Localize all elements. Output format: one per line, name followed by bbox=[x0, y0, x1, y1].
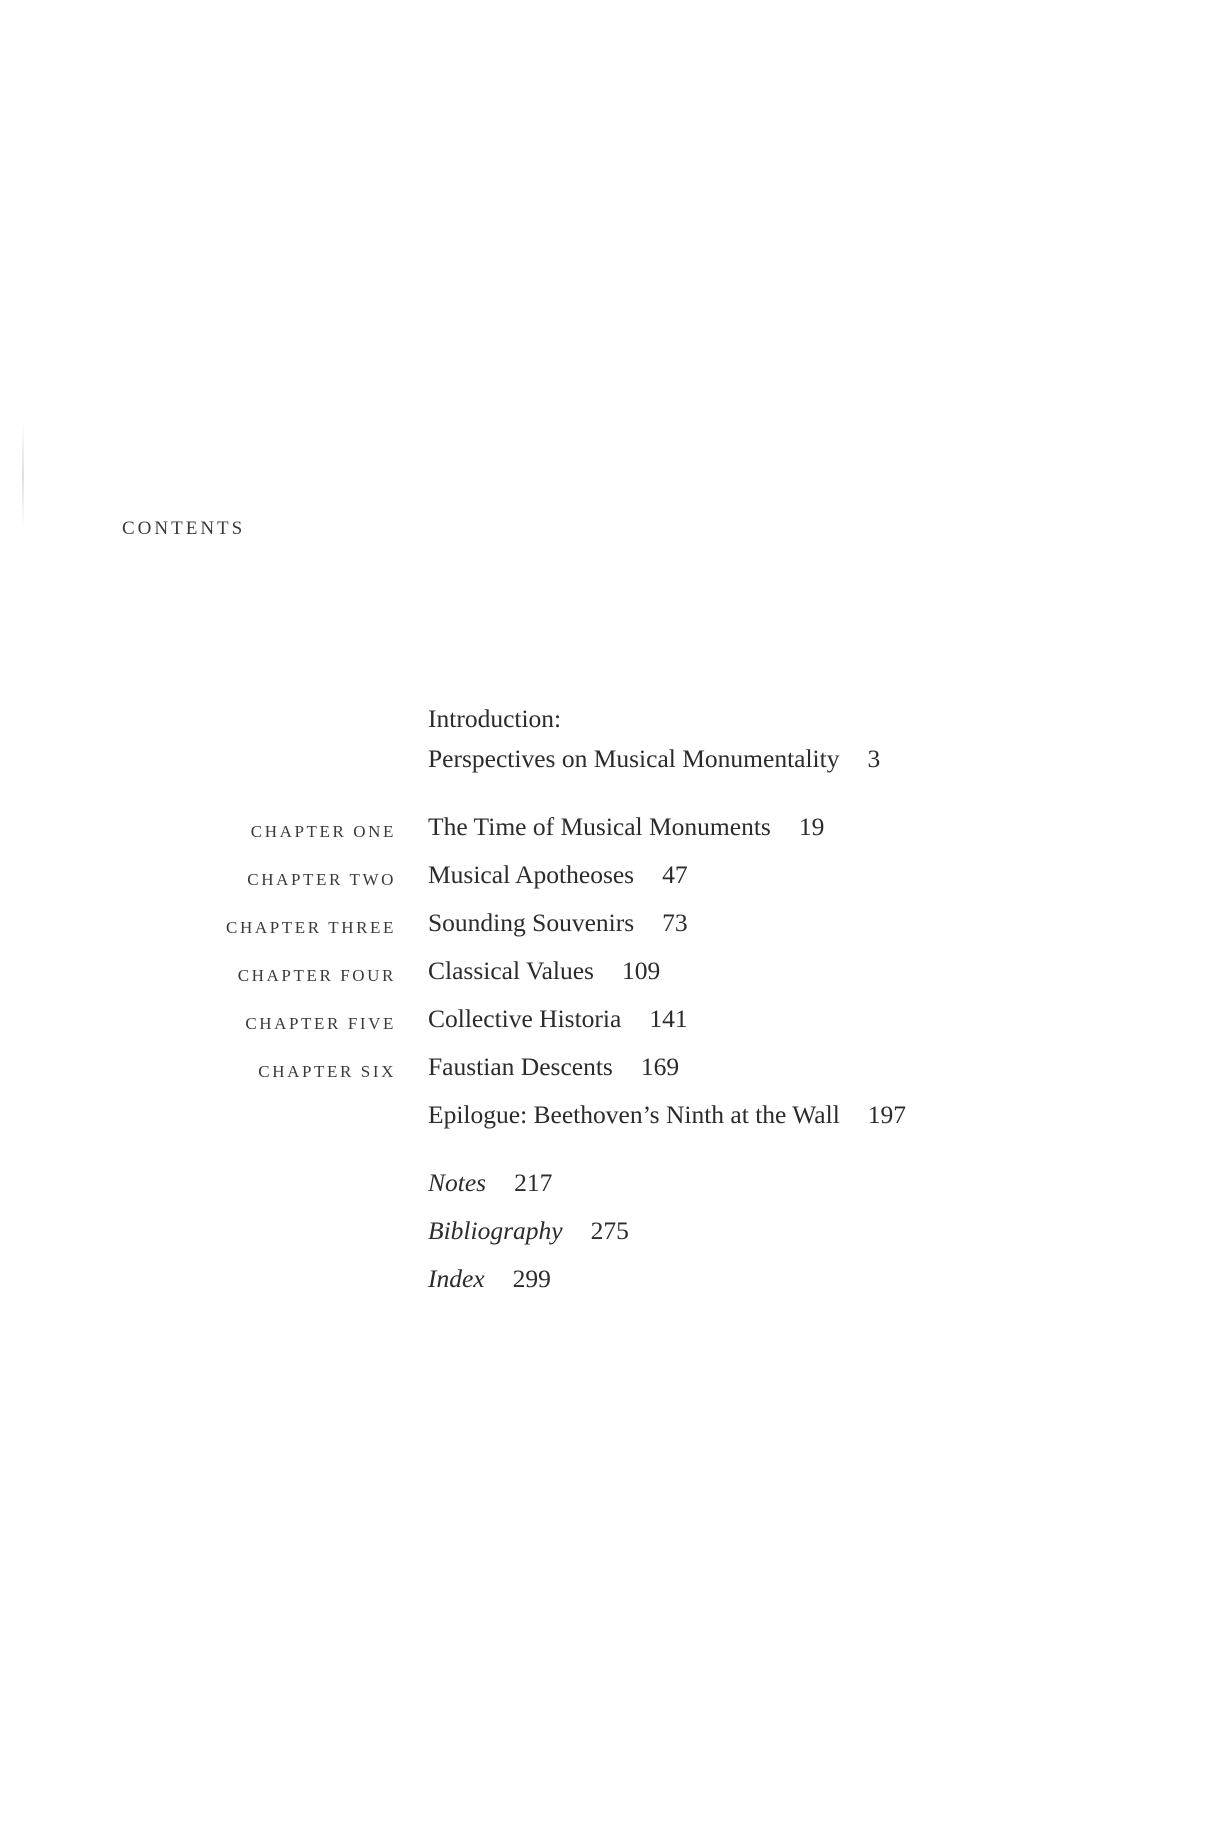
index-entry bbox=[428, 1264, 551, 1294]
chapter-6-entry bbox=[428, 1052, 679, 1082]
chapter-4-page-number: 109 bbox=[621, 956, 661, 985]
chapter-3-label: CHAPTER THREE bbox=[226, 918, 396, 937]
chapter-2-entry bbox=[428, 860, 688, 890]
chapter-5-label: CHAPTER FIVE bbox=[245, 1014, 396, 1033]
chapter-1-page-number: 19 bbox=[798, 812, 825, 841]
chapter-3-title: Sounding Souvenirs bbox=[428, 908, 635, 937]
chapter-2-title: Musical Apotheoses bbox=[428, 860, 635, 889]
intro-line-2 bbox=[428, 744, 880, 774]
contents-heading: CONTENTS bbox=[122, 518, 246, 539]
chapter-4-title: Classical Values bbox=[428, 956, 594, 985]
intro-title-line-1: Introduction: bbox=[428, 704, 562, 733]
chapter-1-entry bbox=[428, 812, 824, 842]
epilogue-entry bbox=[428, 1100, 906, 1130]
notes-page-number: 217 bbox=[514, 1168, 553, 1197]
epilogue-title: Epilogue: Beethoven’s Ninth at the Wall bbox=[428, 1100, 840, 1129]
chapter-5-page-number: 141 bbox=[649, 1004, 688, 1033]
chapter-6-page-number: 169 bbox=[640, 1052, 680, 1081]
intro-title-line-2: Perspectives on Musical Monumentality bbox=[428, 744, 840, 773]
intro-line-1 bbox=[428, 704, 561, 734]
chapter-3-page-number: 73 bbox=[662, 908, 688, 937]
chapter-4-entry bbox=[428, 956, 660, 986]
chapter-2-label: CHAPTER TWO bbox=[247, 870, 396, 889]
index-page-number: 299 bbox=[512, 1264, 551, 1293]
chapter-1-label: CHAPTER ONE bbox=[250, 822, 396, 841]
notes-entry bbox=[428, 1168, 552, 1198]
chapter-4-label: CHAPTER FOUR bbox=[237, 966, 396, 985]
index-title: Index bbox=[428, 1264, 485, 1293]
bibliography-title: Bibliography bbox=[428, 1216, 563, 1245]
notes-title: Notes bbox=[428, 1168, 487, 1197]
chapter-6-label: CHAPTER SIX bbox=[258, 1062, 396, 1081]
chapter-1-title: The Time of Musical Monuments bbox=[428, 812, 771, 841]
chapter-5-entry bbox=[428, 1004, 688, 1034]
intro-page-number: 3 bbox=[867, 744, 881, 773]
chapter-3-entry bbox=[428, 908, 688, 938]
epilogue-page-number: 197 bbox=[867, 1100, 907, 1129]
chapter-6-title: Faustian Descents bbox=[428, 1052, 613, 1081]
chapter-2-page-number: 47 bbox=[662, 860, 688, 889]
chapter-5-title: Collective Historia bbox=[428, 1004, 622, 1033]
bibliography-page-number: 275 bbox=[590, 1216, 629, 1245]
bibliography-entry bbox=[428, 1216, 629, 1246]
scan-edge-shadow bbox=[22, 420, 24, 530]
